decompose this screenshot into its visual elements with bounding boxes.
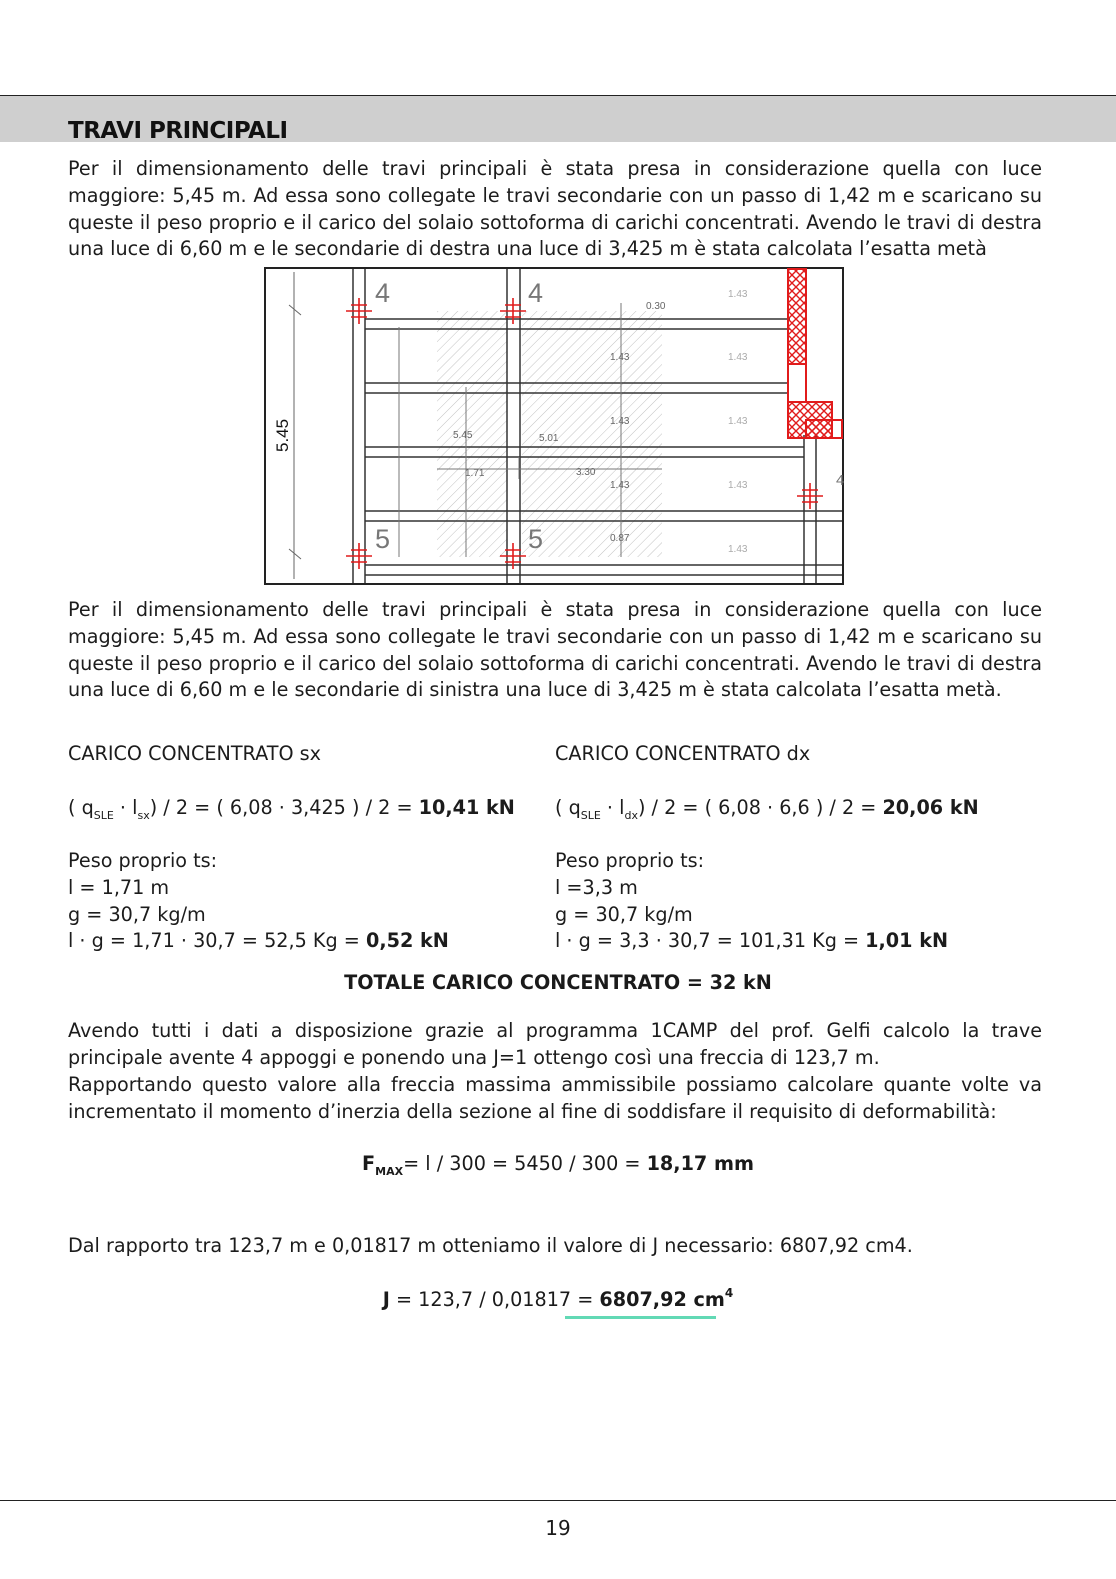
left-heading: CARICO CONCENTRATO sx bbox=[68, 742, 322, 765]
formula-part: ) / 2 = ( 6,08 · 3,425 ) / 2 = bbox=[149, 796, 419, 819]
floor-plan-figure bbox=[264, 267, 844, 585]
formula-part: · l bbox=[113, 796, 138, 819]
floor-plan-drawing bbox=[264, 267, 844, 585]
intro-paragraph: Per il dimensionamento delle travi principali è stata presa in considerazione quella con luce maggiore: 5,45 m. Ad essa sono collegate le travi secondarie con un passo di 1,42 m e scaricano su queste il peso proprio e il carico del solaio sottoforma di carichi concentrati. Avendo le travi di destra una luce di 6,60 m e le secondarie di destra una luce di 3,425 m è stata calcolata l’esatta metà bbox=[68, 157, 1042, 261]
inertia-paragraph: Rapportando questo valore alla freccia massima ammissibile possiamo calcolare quante volte va incrementato il momento d’inerzia della sezione al fine di soddisfare il requisito di deformabilità: bbox=[68, 1073, 1042, 1123]
node-label: 5 bbox=[528, 524, 544, 554]
formula-result: 20,06 kN bbox=[882, 796, 979, 819]
formula-sub: SLE bbox=[93, 809, 114, 822]
dim-label: 1.43 bbox=[728, 352, 748, 363]
page-number: 19 bbox=[545, 1516, 571, 1540]
span-label: 5.45 bbox=[273, 418, 292, 452]
fmax-label: F bbox=[362, 1152, 376, 1175]
fmax-expr: = l / 300 = 5450 / 300 = bbox=[403, 1152, 647, 1175]
dim-label: 0.87 bbox=[610, 533, 630, 544]
length-line: l = 1,71 m bbox=[68, 875, 170, 899]
dim-label: 1.43 bbox=[728, 544, 748, 555]
formula-part: ( q bbox=[68, 796, 94, 819]
product-result: 0,52 kN bbox=[365, 929, 449, 953]
node-label: 4 bbox=[836, 472, 844, 489]
product-line bbox=[68, 928, 449, 955]
fmax-result: 18,17 mm bbox=[646, 1152, 754, 1175]
section-title: TRAVI PRINCIPALI bbox=[68, 118, 288, 144]
j-formula bbox=[0, 1286, 1116, 1311]
fmax-sub: MAX bbox=[375, 1165, 404, 1178]
formula-part: · l bbox=[600, 796, 625, 819]
weight-line: g = 30,7 kg/m bbox=[555, 902, 693, 926]
node-label: 4 bbox=[375, 278, 391, 308]
peso-title: Peso proprio ts: bbox=[555, 849, 705, 872]
analysis-paragraph: Avendo tutti i dati a disposizione grazie al programma 1CAMP del prof. Gelfi calcolo la trave principale avente 4 appoggi e ponendo una J=1 ottengo così una freccia di 123,7 m. bbox=[68, 1019, 1042, 1069]
peso-title: Peso proprio ts: bbox=[68, 849, 218, 872]
dim-label: 1.43 bbox=[728, 289, 748, 300]
description-paragraph: Per il dimensionamento delle travi principali è stata presa in considerazione quella con luce maggiore: 5,45 m. Ad essa sono collegate le travi secondarie con un passo di 1,42 m e scaricano su queste il peso proprio e il carico del solaio sottoforma di carichi concentrati. Avendo le travi di destra una luce di 6,60 m e le secondarie di sinistra una luce di 3,425 m è stata calcolata l’esatta metà. bbox=[68, 598, 1042, 702]
wall-red-vertical bbox=[788, 269, 806, 364]
product-expr: l · g = 1,71 · 30,7 = 52,5 Kg = bbox=[68, 929, 366, 953]
j-label: J bbox=[382, 1288, 390, 1311]
left-peso-block bbox=[68, 848, 449, 955]
right-heading: CARICO CONCENTRATO dx bbox=[555, 742, 811, 765]
dim-label: 1.71 bbox=[465, 468, 485, 479]
dim-label: 0.30 bbox=[646, 301, 666, 312]
ratio-paragraph: Dal rapporto tra 123,7 m e 0,01817 m otteniamo il valore di J necessario: 6807,92 cm4. bbox=[68, 1234, 913, 1257]
result-highlight-underline bbox=[565, 1316, 716, 1319]
dim-label: 1.43 bbox=[728, 416, 748, 427]
left-formula bbox=[68, 795, 515, 830]
formula-sub: SLE bbox=[580, 809, 601, 822]
j-expr: = 123,7 / 0,01817 = bbox=[389, 1288, 600, 1311]
right-peso-block bbox=[555, 848, 948, 955]
dim-label: 5.45 bbox=[453, 430, 473, 441]
j-exponent: 4 bbox=[724, 1286, 734, 1300]
dim-label: 3.30 bbox=[576, 467, 596, 478]
footer-rule bbox=[0, 1500, 1116, 1501]
formula-part: ( q bbox=[555, 796, 581, 819]
j-result: 6807,92 cm bbox=[599, 1288, 725, 1311]
formula-sub: dx bbox=[624, 809, 638, 822]
fmax-formula bbox=[0, 1152, 1116, 1178]
formula-part: ) / 2 = ( 6,08 · 6,6 ) / 2 = bbox=[637, 796, 883, 819]
dim-label: 5.01 bbox=[539, 433, 559, 444]
dim-label: 1.43 bbox=[610, 416, 630, 427]
formula-result: 10,41 kN bbox=[418, 796, 515, 819]
dim-label: 1.43 bbox=[728, 480, 748, 491]
right-formula bbox=[555, 795, 979, 830]
weight-line: g = 30,7 kg/m bbox=[68, 902, 206, 926]
total-load: TOTALE CARICO CONCENTRATO = 32 kN bbox=[344, 971, 772, 994]
dim-label: 1.43 bbox=[610, 352, 630, 363]
dim-label: 1.43 bbox=[610, 480, 630, 491]
product-result: 1,01 kN bbox=[865, 929, 949, 953]
formula-sub: sx bbox=[137, 809, 150, 822]
product-line bbox=[555, 928, 948, 955]
product-expr: l · g = 3,3 · 30,7 = 101,31 Kg = bbox=[555, 929, 866, 953]
length-line: l =3,3 m bbox=[555, 875, 638, 899]
node-label: 5 bbox=[375, 524, 391, 554]
node-label: 4 bbox=[528, 278, 544, 308]
